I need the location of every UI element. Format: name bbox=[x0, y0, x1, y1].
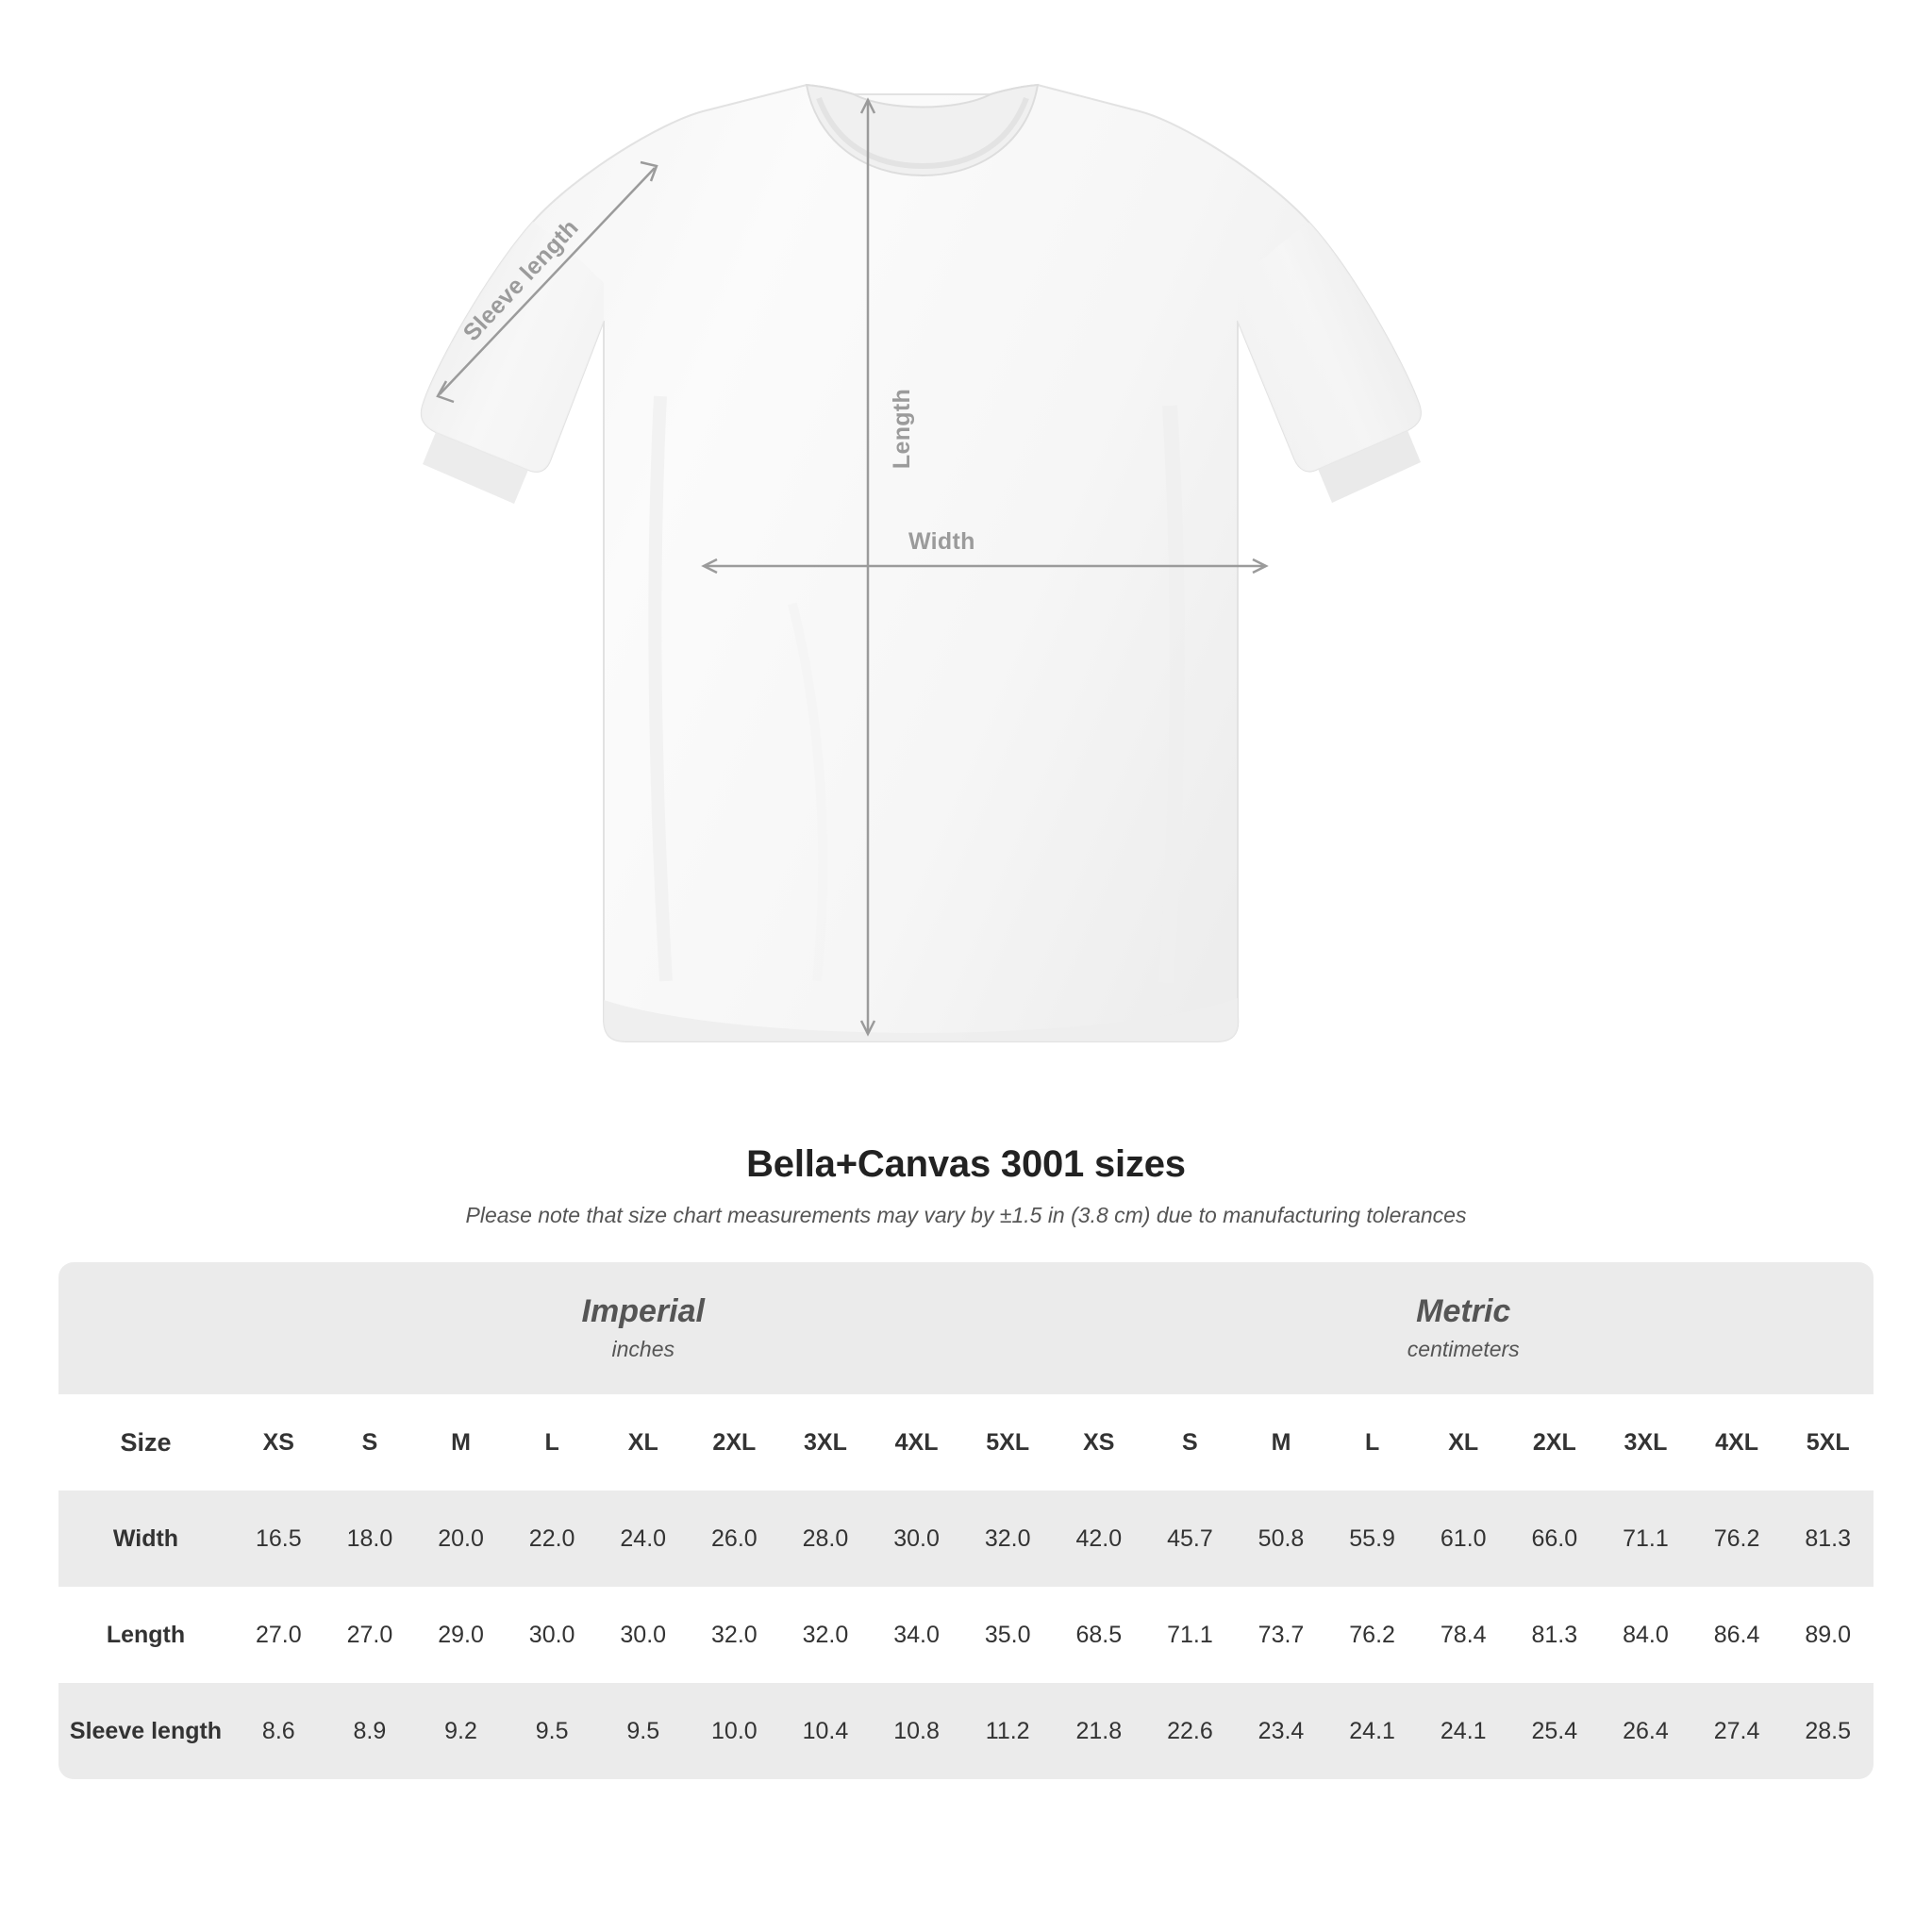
unit-name-metric: Metric bbox=[1416, 1292, 1511, 1329]
cell-length-metric-xl: 78.4 bbox=[1418, 1587, 1509, 1683]
table-row bbox=[58, 1587, 1874, 1683]
unit-header-spacer bbox=[58, 1262, 233, 1394]
unit-header-metric bbox=[1053, 1262, 1874, 1394]
size-header-imperial-xs: XS bbox=[233, 1394, 325, 1491]
size-header-imperial-2xl: 2XL bbox=[689, 1394, 780, 1491]
page-title: Bella+Canvas 3001 sizes bbox=[746, 1143, 1186, 1185]
cell-sleeve-imperial-m: 9.2 bbox=[415, 1683, 507, 1779]
cell-length-metric-2xl: 81.3 bbox=[1509, 1587, 1601, 1683]
size-header-metric-s: S bbox=[1144, 1394, 1236, 1491]
cell-length-metric-4xl: 86.4 bbox=[1691, 1587, 1783, 1683]
cell-width-metric-s: 45.7 bbox=[1144, 1491, 1236, 1587]
size-header-imperial-xl: XL bbox=[597, 1394, 689, 1491]
cell-length-imperial-l: 30.0 bbox=[507, 1587, 598, 1683]
cell-length-metric-xs: 68.5 bbox=[1053, 1587, 1144, 1683]
table-row bbox=[58, 1491, 1874, 1587]
size-header-metric-xs: XS bbox=[1053, 1394, 1144, 1491]
cell-width-imperial-s: 18.0 bbox=[325, 1491, 416, 1587]
cell-width-metric-2xl: 66.0 bbox=[1509, 1491, 1601, 1587]
cell-length-imperial-xl: 30.0 bbox=[597, 1587, 689, 1683]
unit-name-imperial: Imperial bbox=[581, 1292, 705, 1329]
cell-sleeve-metric-l: 24.1 bbox=[1326, 1683, 1418, 1779]
size-header-metric-5xl: 5XL bbox=[1782, 1394, 1874, 1491]
cell-sleeve-metric-xs: 21.8 bbox=[1053, 1683, 1144, 1779]
unit-header-row bbox=[58, 1262, 1874, 1394]
title-block bbox=[0, 1143, 1932, 1228]
size-header-imperial-5xl: 5XL bbox=[962, 1394, 1054, 1491]
cell-length-metric-s: 71.1 bbox=[1144, 1587, 1236, 1683]
size-header-metric-4xl: 4XL bbox=[1691, 1394, 1783, 1491]
cell-length-imperial-3xl: 32.0 bbox=[780, 1587, 872, 1683]
cell-length-metric-l: 76.2 bbox=[1326, 1587, 1418, 1683]
size-header-imperial-3xl: 3XL bbox=[780, 1394, 872, 1491]
cell-sleeve-imperial-4xl: 10.8 bbox=[871, 1683, 962, 1779]
cell-width-imperial-3xl: 28.0 bbox=[780, 1491, 872, 1587]
cell-length-metric-m: 73.7 bbox=[1236, 1587, 1327, 1683]
table-row bbox=[58, 1683, 1874, 1779]
cell-sleeve-metric-2xl: 25.4 bbox=[1509, 1683, 1601, 1779]
cell-width-imperial-xs: 16.5 bbox=[233, 1491, 325, 1587]
length-dimension-label: Length bbox=[889, 388, 916, 470]
size-header-metric-2xl: 2XL bbox=[1509, 1394, 1601, 1491]
size-table-container bbox=[58, 1262, 1874, 1779]
cell-length-metric-3xl: 84.0 bbox=[1600, 1587, 1691, 1683]
cell-width-metric-m: 50.8 bbox=[1236, 1491, 1327, 1587]
cell-sleeve-metric-s: 22.6 bbox=[1144, 1683, 1236, 1779]
cell-width-imperial-5xl: 32.0 bbox=[962, 1491, 1054, 1587]
size-header-imperial-l: L bbox=[507, 1394, 598, 1491]
cell-width-imperial-2xl: 26.0 bbox=[689, 1491, 780, 1587]
tolerance-note: Please note that size chart measurements may vary by ±1.5 in (3.8 cm) due to manufacturing tolerances bbox=[465, 1203, 1467, 1227]
cell-length-imperial-s: 27.0 bbox=[325, 1587, 416, 1683]
cell-width-metric-l: 55.9 bbox=[1326, 1491, 1418, 1587]
unit-sub-metric: centimeters bbox=[1407, 1337, 1520, 1362]
cell-sleeve-metric-m: 23.4 bbox=[1236, 1683, 1327, 1779]
cell-length-imperial-xs: 27.0 bbox=[233, 1587, 325, 1683]
sleeve-length-dimension-label: Sleeve length bbox=[458, 214, 584, 347]
cell-sleeve-metric-xl: 24.1 bbox=[1418, 1683, 1509, 1779]
size-header-metric-m: M bbox=[1236, 1394, 1327, 1491]
cell-sleeve-metric-5xl: 28.5 bbox=[1782, 1683, 1874, 1779]
cell-length-imperial-m: 29.0 bbox=[415, 1587, 507, 1683]
size-header-imperial-4xl: 4XL bbox=[871, 1394, 962, 1491]
size-header-imperial-m: M bbox=[415, 1394, 507, 1491]
size-header-metric-3xl: 3XL bbox=[1600, 1394, 1691, 1491]
width-dimension-label: Width bbox=[908, 528, 975, 555]
size-header-metric-l: L bbox=[1326, 1394, 1418, 1491]
cell-sleeve-metric-3xl: 26.4 bbox=[1600, 1683, 1691, 1779]
cell-width-metric-5xl: 81.3 bbox=[1782, 1491, 1874, 1587]
cell-width-imperial-m: 20.0 bbox=[415, 1491, 507, 1587]
cell-width-imperial-4xl: 30.0 bbox=[871, 1491, 962, 1587]
cell-width-imperial-l: 22.0 bbox=[507, 1491, 598, 1587]
cell-width-metric-4xl: 76.2 bbox=[1691, 1491, 1783, 1587]
cell-sleeve-imperial-xs: 8.6 bbox=[233, 1683, 325, 1779]
cell-length-metric-5xl: 89.0 bbox=[1782, 1587, 1874, 1683]
size-header-row bbox=[58, 1394, 1874, 1491]
cell-sleeve-imperial-5xl: 11.2 bbox=[962, 1683, 1054, 1779]
size-header-imperial-s: S bbox=[325, 1394, 416, 1491]
cell-width-imperial-xl: 24.0 bbox=[597, 1491, 689, 1587]
cell-sleeve-imperial-2xl: 10.0 bbox=[689, 1683, 780, 1779]
size-header-metric-xl: XL bbox=[1418, 1394, 1509, 1491]
size-table bbox=[58, 1262, 1874, 1779]
cell-length-imperial-4xl: 34.0 bbox=[871, 1587, 962, 1683]
unit-sub-imperial: inches bbox=[611, 1337, 675, 1362]
row-label-sleeve-length: Sleeve length bbox=[58, 1683, 233, 1779]
cell-sleeve-imperial-s: 8.9 bbox=[325, 1683, 416, 1779]
cell-sleeve-imperial-3xl: 10.4 bbox=[780, 1683, 872, 1779]
cell-sleeve-imperial-xl: 9.5 bbox=[597, 1683, 689, 1779]
cell-width-metric-xl: 61.0 bbox=[1418, 1491, 1509, 1587]
row-label-width: Width bbox=[58, 1491, 233, 1587]
size-header-label: Size bbox=[58, 1394, 233, 1491]
cell-width-metric-3xl: 71.1 bbox=[1600, 1491, 1691, 1587]
cell-width-metric-xs: 42.0 bbox=[1053, 1491, 1144, 1587]
cell-length-imperial-2xl: 32.0 bbox=[689, 1587, 780, 1683]
cell-sleeve-metric-4xl: 27.4 bbox=[1691, 1683, 1783, 1779]
row-label-length: Length bbox=[58, 1587, 233, 1683]
unit-header-imperial bbox=[233, 1262, 1053, 1394]
cell-length-imperial-5xl: 35.0 bbox=[962, 1587, 1054, 1683]
cell-sleeve-imperial-l: 9.5 bbox=[507, 1683, 598, 1779]
